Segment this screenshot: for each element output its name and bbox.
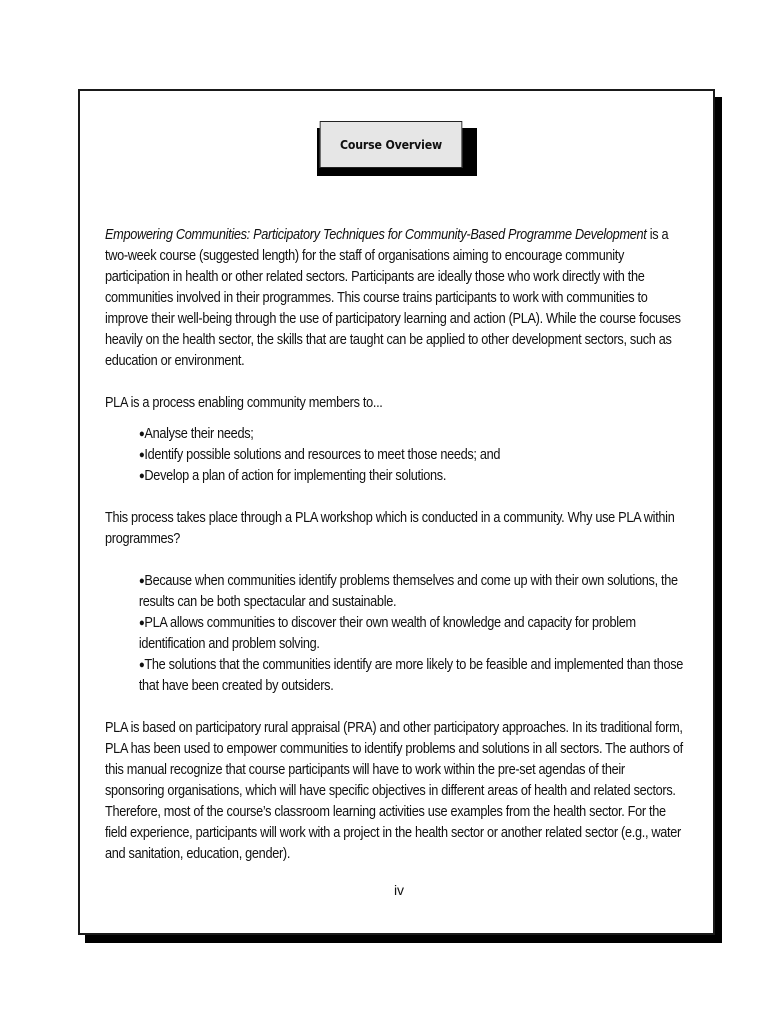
- pla-background-paragraph: PLA is based on participatory rural appraisal (PRA) and other participatory approaches. In its traditional form, PLA has been used to empower communities to identify problems and solutions in all sectors. The authors of this manual recognize that course participants will have to work within the pre-set agendas of their sponsoring organisations, which will have specific objectives in different areas of health and related sectors. Therefore, most of the course’s classroom learning activities use examples from the health sector. For the field experience, participants will work with a project in the health sector or another related sector (e.g., water and sanitation, education, gender).: [105, 720, 683, 862]
- page-number: iv: [393, 882, 405, 898]
- bullet-icon: ●: [138, 659, 145, 671]
- why-pla-paragraph: This process takes place through a PLA workshop which is conducted in a community. Why use PLA within programmes?: [105, 510, 675, 547]
- list-item: ●PLA allows communities to discover their own wealth of knowledge and capacity for problem identification and problem solving.: [138, 615, 636, 652]
- page-title-text: Course Overview: [339, 137, 443, 152]
- bullet-icon: ●: [138, 449, 145, 461]
- list-item: ●Because when communities identify problems themselves and come up with their own solutions, the results can be both spectacular and sustainable.: [138, 573, 678, 610]
- page-title: [320, 121, 463, 168]
- why-pla-list: [139, 571, 687, 697]
- pla-steps-list: [139, 424, 687, 487]
- document-body: [105, 225, 687, 865]
- bullet-icon: ●: [138, 470, 145, 482]
- pla-definition-paragraph: PLA is a process enabling community members to...: [105, 395, 383, 411]
- course-title: Empowering Communities: Participatory Techniques for Community-Based Programme Development: [105, 227, 647, 243]
- list-item: ●Identify possible solutions and resources to meet those needs; and: [138, 447, 501, 463]
- bullet-icon: ●: [138, 428, 145, 440]
- bullet-icon: ●: [138, 617, 145, 629]
- bullet-icon: ●: [138, 575, 145, 587]
- intro-paragraph: [105, 225, 687, 372]
- list-item: ●Analyse their needs;: [138, 426, 254, 442]
- list-item: ●The solutions that the communities identify are more likely to be feasible and implemented than those that have been created by outsiders.: [138, 657, 684, 694]
- list-item: ●Develop a plan of action for implementing their solutions.: [138, 468, 447, 484]
- intro-paragraph-text: is a two-week course (suggested length) for the staff of organisations aiming to encourage community participation in health or other related sectors. Participants are ideally those who work directly with the communities involved in their programmes. This course trains participants to work with communities to improve their well-being through the use of participatory learning and action (PLA). While the course focuses heavily on the health sector, the skills that are taught can be applied to other development sectors, such as education or environment.: [105, 227, 681, 369]
